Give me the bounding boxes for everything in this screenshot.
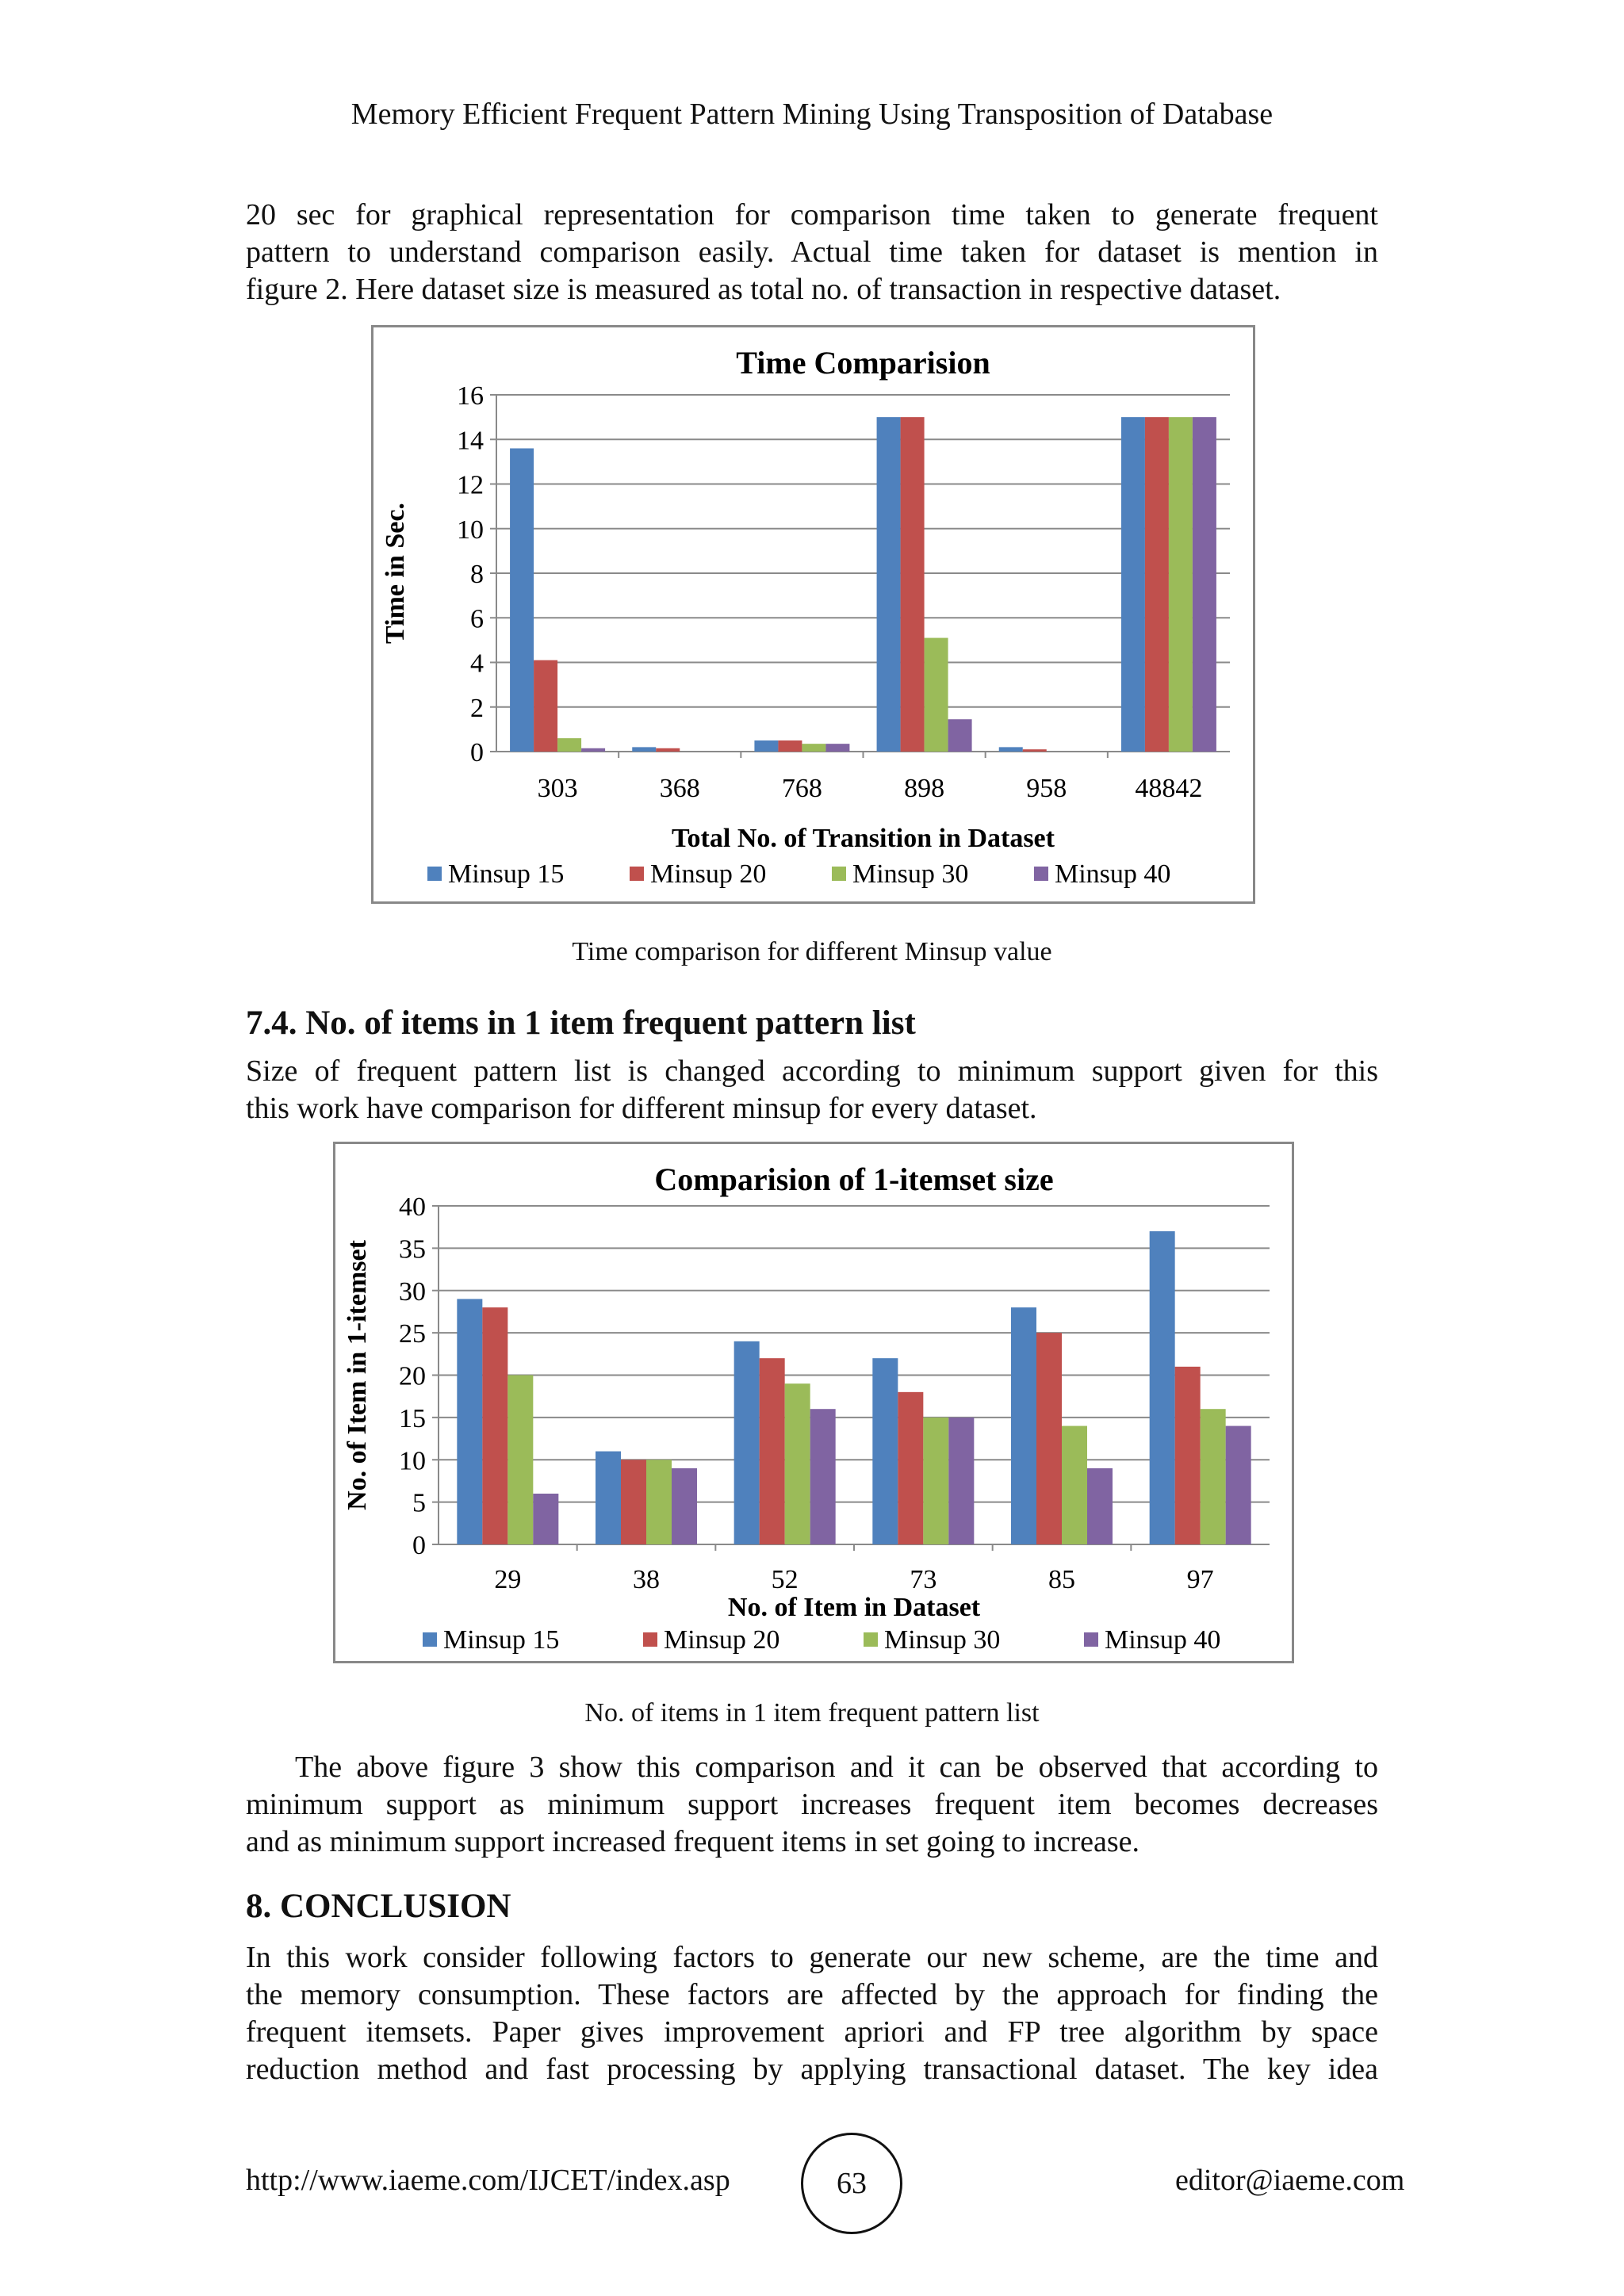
bar <box>1175 1367 1201 1544</box>
bar <box>646 1460 672 1544</box>
y-tick-label: 30 <box>399 1276 426 1307</box>
x-axis-label: No. of Item in Dataset <box>727 1593 981 1622</box>
bar <box>802 744 825 752</box>
section74-paragraph <box>246 1053 1378 1127</box>
section74-line: this work have comparison for different minsup for every dataset. <box>246 1092 1037 1125</box>
bar <box>872 1358 898 1544</box>
legend-label: Minsup 40 <box>1105 1625 1221 1655</box>
chart-title: Time Comparision <box>736 345 990 381</box>
y-tick-label: 14 <box>457 426 484 456</box>
discussion-paragraph <box>246 1749 1378 1861</box>
bar <box>1011 1307 1036 1544</box>
section-heading-8: 8. CONCLUSION <box>246 1888 511 1925</box>
intro-line: 20 sec for graphical representation for comparison time taken to generate frequent <box>246 198 1378 232</box>
y-tick-label: 0 <box>412 1531 426 1560</box>
x-tick-label: 38 <box>633 1565 660 1594</box>
y-tick-label: 6 <box>470 604 484 634</box>
legend-swatch <box>832 867 846 881</box>
x-tick-label: 97 <box>1186 1565 1214 1594</box>
bar <box>898 1392 923 1544</box>
x-tick-label: 303 <box>537 774 578 803</box>
legend-swatch <box>1084 1632 1098 1647</box>
bar <box>1226 1426 1251 1544</box>
footer-url-link[interactable]: http://www.iaeme.com/IJCET/index.asp <box>246 2164 730 2197</box>
y-tick-label: 2 <box>470 693 484 723</box>
discussion-line: The above figure 3 show this comparison and it can be observed that according to <box>295 1751 1378 1784</box>
bar <box>672 1468 697 1544</box>
bar <box>1150 1231 1175 1544</box>
bar <box>656 748 680 752</box>
bar <box>901 417 925 752</box>
intro-line: pattern to understand comparison easily. Actual time taken for dataset is mention in <box>246 235 1378 269</box>
bar <box>632 747 656 752</box>
x-tick-label: 368 <box>659 774 700 803</box>
bar <box>1201 1409 1226 1544</box>
bar <box>825 744 849 752</box>
bar <box>1169 417 1193 752</box>
intro-line: figure 2. Here dataset size is measured as total no. of transaction in respective dataset. <box>246 273 1281 306</box>
bar <box>457 1299 482 1544</box>
bar <box>533 1494 558 1544</box>
y-axis-label: No. of Item in 1-itemset <box>343 1240 372 1510</box>
bar <box>754 740 778 752</box>
y-tick-label: 10 <box>399 1446 426 1476</box>
bar <box>948 719 972 752</box>
y-tick-label: 8 <box>470 560 484 589</box>
time-comparison-chart <box>371 325 1255 904</box>
y-tick-label: 12 <box>457 470 484 500</box>
bar <box>534 660 557 752</box>
bar <box>877 417 901 752</box>
y-axis-label: Time in Sec. <box>381 503 410 644</box>
bar <box>1062 1426 1087 1544</box>
x-tick-label: 29 <box>494 1565 522 1594</box>
legend-swatch <box>423 1632 437 1647</box>
x-tick-label: 768 <box>781 774 822 803</box>
y-tick-label: 25 <box>399 1319 426 1349</box>
section-heading-7-4: 7.4. No. of items in 1 item frequent pattern list <box>246 1004 916 1042</box>
x-tick-label: 48842 <box>1135 774 1203 803</box>
bar <box>1087 1468 1113 1544</box>
time-comparison-svg <box>373 327 1253 901</box>
x-tick-label: 52 <box>771 1565 799 1594</box>
itemset-size-svg <box>335 1144 1292 1661</box>
bar <box>999 747 1023 752</box>
itemset-size-chart <box>333 1142 1294 1663</box>
bar <box>557 738 581 752</box>
bar <box>734 1341 760 1544</box>
discussion-line: and as minimum support increased frequent items in set going to increase. <box>246 1825 1140 1858</box>
figure2-caption: No. of items in 1 item frequent pattern list <box>584 1698 1040 1728</box>
bar <box>778 740 802 752</box>
bar <box>785 1383 810 1544</box>
x-tick-label: 958 <box>1026 774 1067 803</box>
page-number: 63 <box>801 2133 902 2234</box>
bar <box>621 1460 646 1544</box>
bar <box>1145 417 1169 752</box>
bar <box>810 1409 836 1544</box>
bar <box>1121 417 1145 752</box>
conclusion-paragraph <box>246 1939 1378 2088</box>
legend-swatch <box>643 1632 657 1647</box>
legend-label: Minsup 30 <box>884 1625 1001 1655</box>
legend-swatch <box>427 867 442 881</box>
y-tick-label: 0 <box>470 738 484 767</box>
bar <box>1023 749 1047 752</box>
conclusion-line: frequent itemsets. Paper gives improvement apriori and FP tree algorithm by space <box>246 2015 1378 2049</box>
legend-swatch <box>864 1632 878 1647</box>
figure1-caption: Time comparison for different Minsup value <box>572 937 1052 966</box>
intro-paragraph <box>246 197 1378 308</box>
y-tick-label: 16 <box>457 381 484 411</box>
bar <box>581 748 605 752</box>
chart-title: Comparision of 1-itemset size <box>654 1161 1054 1197</box>
legend-label: Minsup 40 <box>1055 859 1171 889</box>
conclusion-line: the memory consumption. These factors are affected by the approach for finding the <box>246 1978 1378 2011</box>
legend-swatch <box>630 867 644 881</box>
conclusion-line: reduction method and fast processing by applying transactional dataset. The key idea <box>246 2053 1378 2086</box>
section74-line: Size of frequent pattern list is changed according to minimum support given for this <box>246 1054 1378 1088</box>
legend-label: Minsup 15 <box>443 1625 560 1655</box>
y-tick-label: 40 <box>399 1192 426 1222</box>
y-tick-label: 35 <box>399 1234 426 1265</box>
y-tick-label: 10 <box>457 515 484 545</box>
footer-email-link[interactable]: editor@iaeme.com <box>1175 2164 1405 2197</box>
x-tick-label: 898 <box>904 774 945 803</box>
discussion-line: minimum support as minimum support increases frequent item becomes decreases <box>246 1788 1378 1821</box>
bar <box>760 1358 785 1544</box>
bar <box>1193 417 1216 752</box>
bar <box>948 1418 974 1544</box>
conclusion-line: In this work consider following factors to generate our new scheme, are the time and <box>246 1941 1378 1974</box>
x-tick-label: 73 <box>910 1565 937 1594</box>
x-tick-label: 85 <box>1048 1565 1075 1594</box>
legend-label: Minsup 30 <box>852 859 969 889</box>
y-tick-label: 4 <box>470 649 484 679</box>
running-header: Memory Efficient Frequent Pattern Mining Using Transposition of Database <box>350 98 1274 131</box>
bar <box>508 1376 533 1545</box>
bar <box>923 1418 948 1544</box>
legend-label: Minsup 20 <box>664 1625 780 1655</box>
legend-label: Minsup 20 <box>650 859 767 889</box>
y-tick-label: 15 <box>399 1403 426 1433</box>
bar <box>596 1452 621 1544</box>
bar <box>1036 1333 1062 1544</box>
legend-label: Minsup 15 <box>448 859 565 889</box>
bar <box>925 638 948 752</box>
y-tick-label: 5 <box>412 1488 426 1518</box>
x-axis-label: Total No. of Transition in Dataset <box>672 824 1055 853</box>
legend-swatch <box>1034 867 1048 881</box>
bar <box>510 449 534 752</box>
bar <box>482 1307 508 1544</box>
y-tick-label: 20 <box>399 1361 426 1391</box>
